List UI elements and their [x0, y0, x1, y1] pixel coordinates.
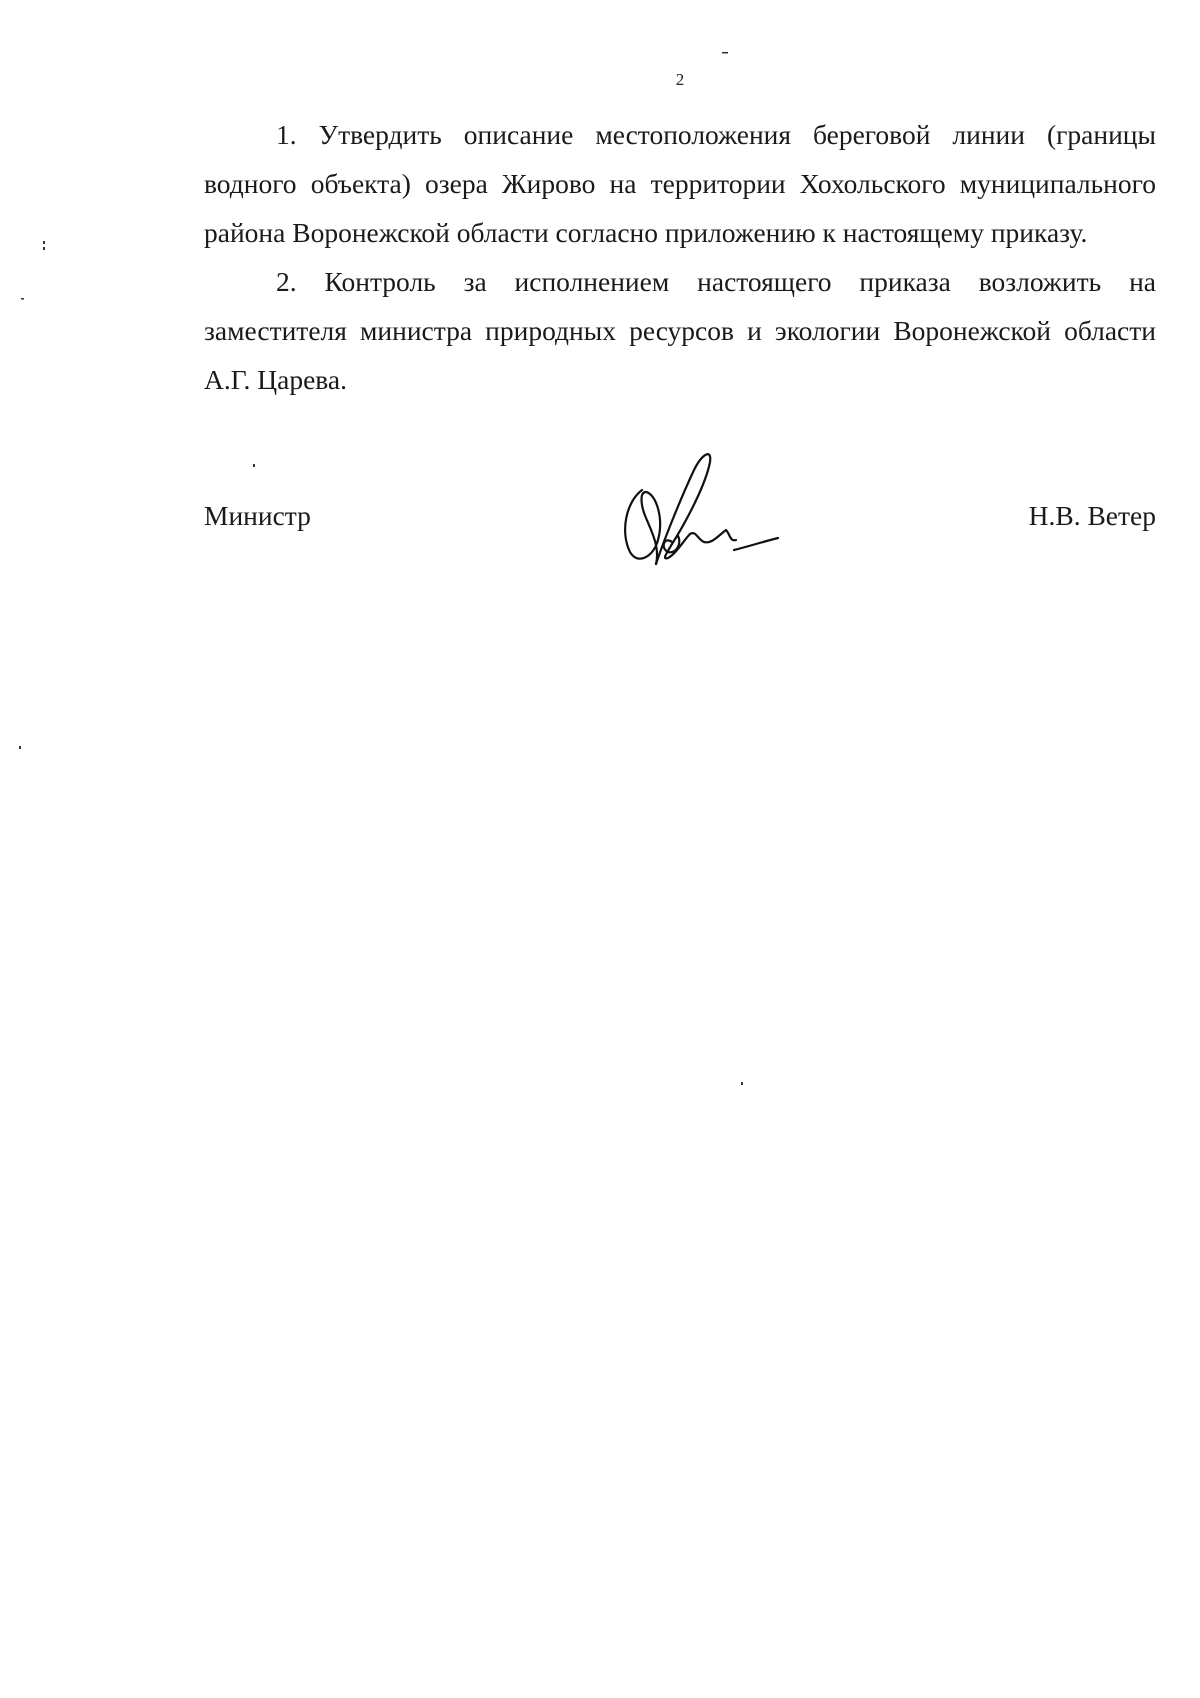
- page-number: 2: [675, 70, 685, 89]
- signer-name: Н.В. Ветер: [1028, 500, 1156, 531]
- handwritten-signature-icon: [612, 440, 792, 580]
- signer-role: Министр: [204, 500, 311, 531]
- paragraph-item-1: 1. Утвердить описание местоположения береговой линии (границы водного объекта) озера Жирово на территории Хохольского муниципального района Воронежской области согласно приложению к настоящему приказу.: [204, 119, 1156, 248]
- paragraph-item-2: 2. Контроль за исполнением настоящего приказа возложить на заместителя министра природных ресурсов и экологии Воронежской области А.Г. Царева.: [204, 266, 1156, 395]
- document-body: [204, 110, 1156, 404]
